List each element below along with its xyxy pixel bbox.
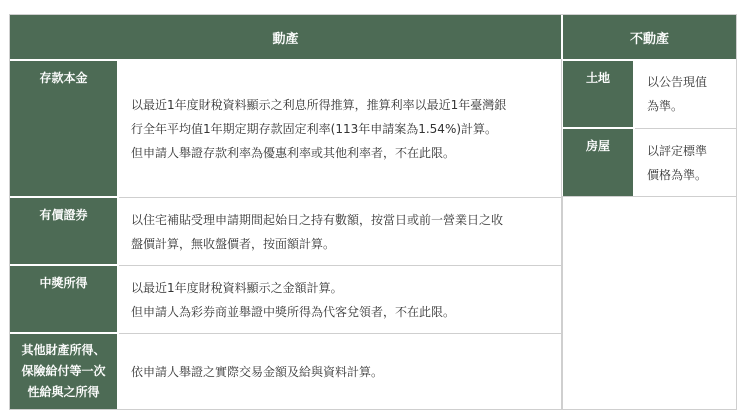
- column-divider: [561, 59, 562, 410]
- content-line: 以最近1年度財稅資料顯示之金額計算。: [131, 280, 343, 295]
- header-movable: [10, 15, 561, 59]
- content-line: 以住宅補貼受理申請期間起始日之持有數額，按當日或前一營業日之收: [131, 212, 504, 227]
- content-line: 價格為準。: [647, 167, 708, 182]
- row-content-house: [635, 128, 736, 196]
- content-line: 以最近1年度財稅資料顯示之利息所得推算，推算利率以最近1年臺灣銀: [131, 97, 507, 112]
- row-label-prize-income: [10, 266, 117, 332]
- row-label-text: 中獎所得: [39, 276, 88, 290]
- row-content-prize-income: [119, 265, 562, 333]
- header-movable-label: 動產: [272, 31, 299, 47]
- row-label-text: 房屋: [585, 139, 610, 153]
- content-line: 行全年平均值1年期定期存款固定利率(113年申請案為1.54%)計算。: [131, 121, 498, 136]
- content-line: 以評定標準: [647, 143, 708, 158]
- content-line: 但申請人舉證存款利率為優惠利率或其他利率者，不在此限。: [131, 145, 456, 160]
- row-label-text: 性給與之所得: [27, 385, 100, 399]
- row-label-text: 其他財產所得、: [21, 343, 106, 357]
- content-line: 為準。: [647, 99, 684, 113]
- row-label-securities: [10, 198, 117, 264]
- row-label-text: 保險給付等一次: [21, 364, 106, 378]
- row-label-house: [563, 129, 633, 196]
- content-line: 以公告現值: [647, 75, 708, 89]
- row-label-other-income: [10, 334, 117, 409]
- row-content-deposit-principal: [119, 61, 562, 196]
- row-content-land: [635, 61, 736, 127]
- header-immovable-label: 不動產: [629, 31, 669, 47]
- row-label-land: [563, 61, 633, 127]
- empty-cell: [562, 196, 737, 410]
- row-content-other-income: [119, 333, 562, 409]
- header-immovable: [563, 15, 736, 59]
- content-line: 但申請人為彩券商並舉證中獎所得為代客兌領者，不在此限。: [131, 304, 456, 319]
- row-label-deposit-principal: [10, 61, 117, 196]
- row-label-text: 土地: [585, 71, 610, 85]
- row-content-securities: [119, 197, 562, 265]
- row-label-text: 存款本金: [39, 71, 88, 85]
- row-label-text: 有價證券: [39, 208, 88, 222]
- content-line: 依申請人舉證之實際交易金額及給與資料計算。: [131, 364, 384, 379]
- content-line: 盤價計算，無收盤價者，按面額計算。: [131, 236, 336, 251]
